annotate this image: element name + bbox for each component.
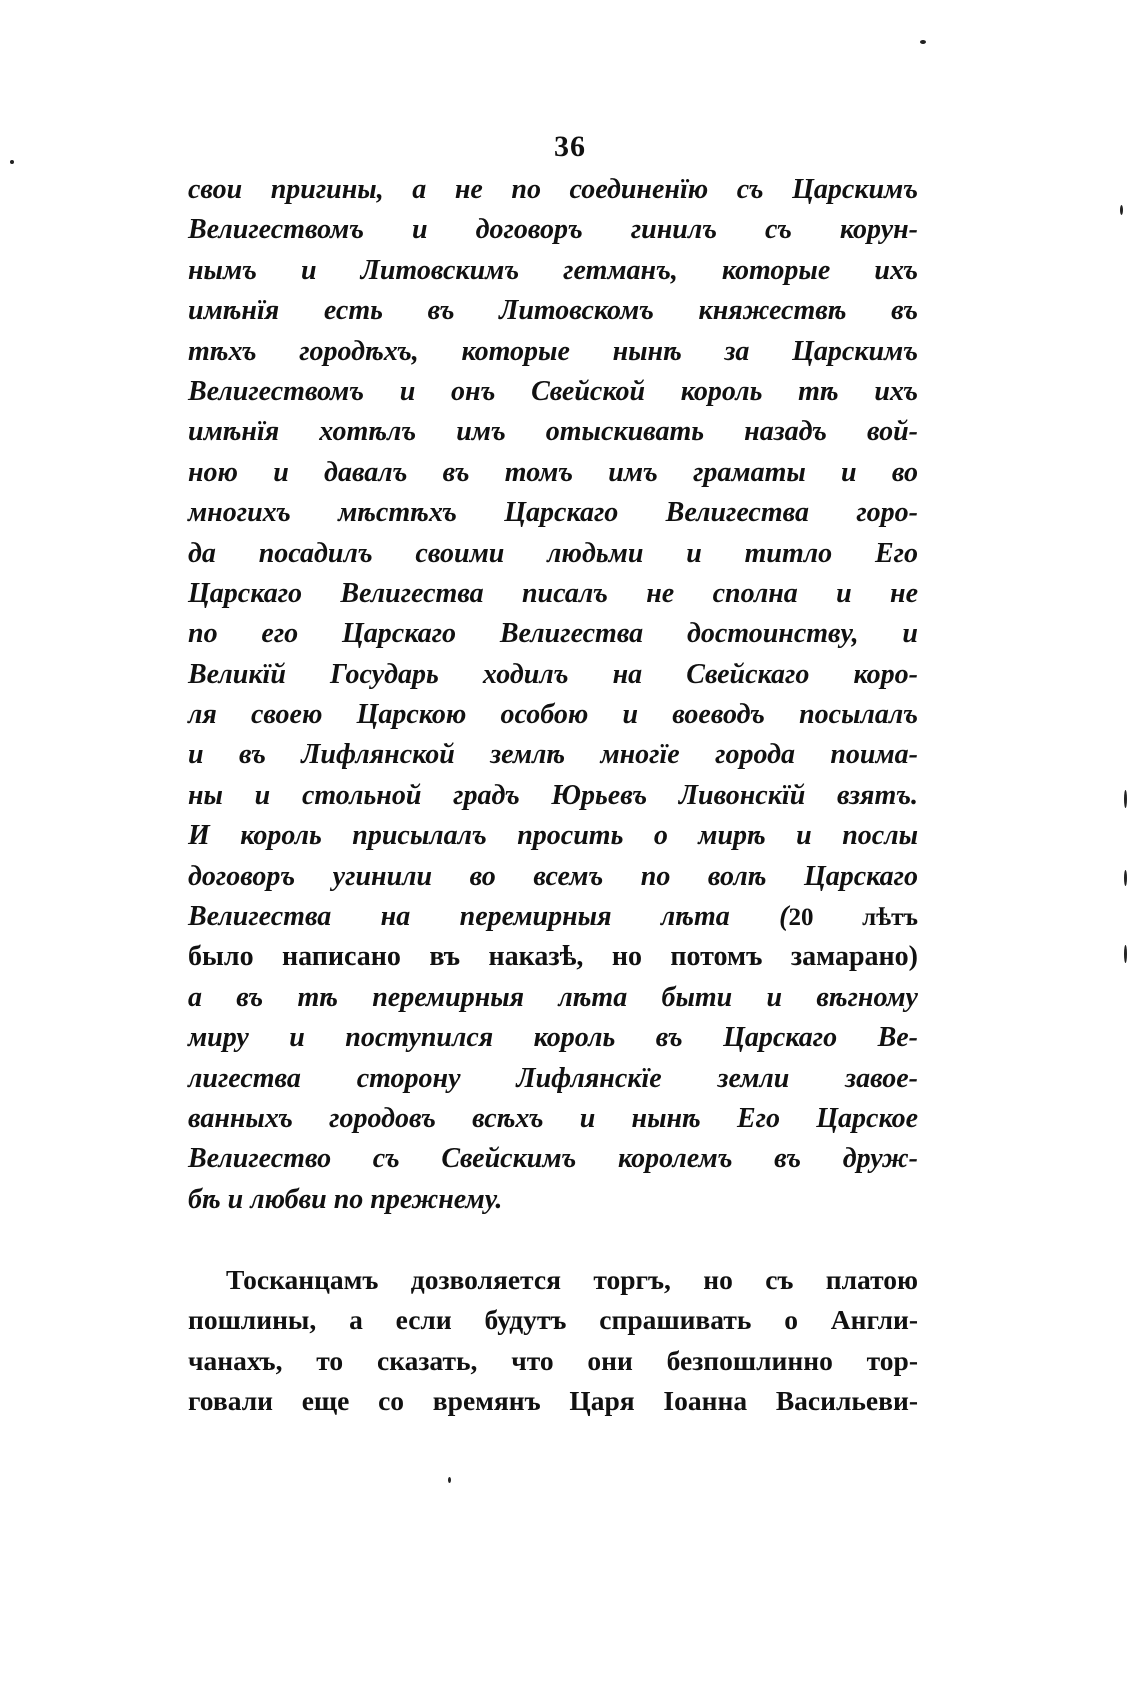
text-line: говали еще со времянъ Царя Іоанна Васильеви- (188, 1385, 918, 1417)
scan-speck (448, 1477, 451, 1483)
scan-speck (1124, 790, 1127, 808)
main-paragraph (188, 170, 918, 1220)
scan-speck (1120, 205, 1123, 215)
text-line: имѣнїя хотѣлъ имъ отыскивать назадъ вой- (188, 416, 918, 448)
text-line: Великїй Государь ходилъ на Свейскаго коро- (188, 658, 918, 690)
text-line: ною и давалъ въ томъ имъ граматы и во (188, 456, 918, 488)
scan-speck (1124, 945, 1127, 963)
text-line: Велигествомъ и договоръ гинилъ съ корун- (188, 214, 918, 246)
text-line: лигества сторону Лифлянскїе земли завое- (188, 1062, 918, 1094)
text-line: многихъ мѣстѣхъ Царскаго Велигества горо- (188, 497, 918, 529)
second-paragraph (188, 1260, 918, 1422)
text-line: ны и стольной градъ Юрьевъ Ливонскїй взятъ. (188, 779, 918, 811)
text-line: по его Царскаго Велигества достоинству, и (188, 618, 918, 650)
text-line: а въ тѣ перемирныя лѣта быти и вѣгному (188, 981, 918, 1013)
text-line: И король присылалъ просить о мирѣ и послы (188, 820, 918, 852)
page-number: 36 (554, 130, 586, 163)
text-line: чанахъ, то сказать, что они безпошлинно тор- (188, 1344, 918, 1376)
text-line: пошлины, а если будутъ спрашивать о Англи- (188, 1304, 918, 1336)
text-line: ля своею Царскою особою и воеводъ посылалъ (188, 699, 918, 731)
text-line-mixed (188, 897, 918, 937)
text-line: имѣнїя есть въ Литовскомъ княжествѣ въ (188, 295, 918, 327)
text-line: ванныхъ городовъ всѣхъ и нынѣ Его Царское (188, 1102, 918, 1134)
text-line: Царскаго Велигества писалъ не сполна и не (188, 577, 918, 609)
text-line-roman-note: было написано въ наказѣ, но потомъ замарано) (188, 941, 918, 973)
text-line: свои пригины, а не по соединенїю съ Царскимъ (188, 174, 918, 205)
text-line: договоръ угинили во всемъ по волѣ Царскаго (188, 860, 918, 892)
text-line: бѣ и любви по прежнему. (188, 1183, 503, 1215)
text-fragment-roman: 20 лѣтъ (788, 904, 919, 932)
scan-speck (920, 40, 926, 44)
text-line: миру и поступился король въ Царскаго Ве- (188, 1022, 918, 1054)
text-line: тѣхъ городѣхъ, которые нынѣ за Царскимъ (188, 335, 918, 367)
text-line: нымъ и Литовскимъ гетманъ, которые ихъ (188, 254, 918, 286)
text-line: Тосканцамъ дозволяется торгъ, но съ платою (226, 1264, 918, 1295)
text-line: Велигествомъ и онъ Свейской король тѣ ихъ (188, 375, 918, 407)
scan-speck (1124, 870, 1127, 886)
text-line: да посадилъ своими людьми и титло Его (188, 537, 918, 569)
text-line: и въ Лифлянской землѣ многїе города поима- (188, 739, 918, 771)
scan-speck (10, 160, 14, 164)
text-line: Велигество съ Свейскимъ королемъ въ друж- (188, 1143, 918, 1175)
text-fragment-italic: Велигества на перемирныя лѣта ( (188, 901, 789, 933)
